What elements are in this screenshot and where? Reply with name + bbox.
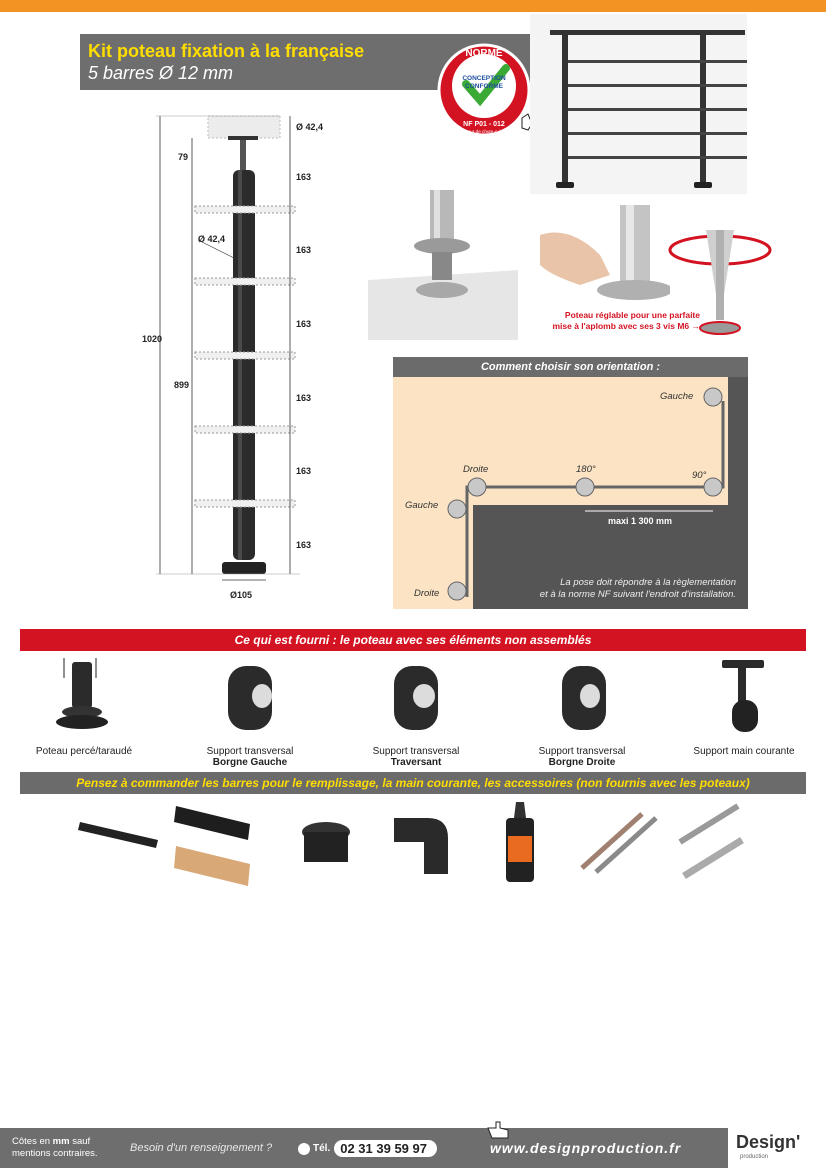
footer-note-line2: mentions contraires.: [12, 1148, 98, 1159]
supplied-item-3-line2: Traversant: [390, 757, 442, 768]
brand-logo-sub: production: [740, 1154, 769, 1160]
badge-code: NF P01 - 012: [463, 121, 505, 128]
orientation-diagram: [393, 377, 748, 609]
order-title: Pensez à commander les barres pour le remplissage, la main courante, les accessoires (non fournis avec les poteaux): [20, 772, 806, 794]
accessory-drill-bits-image: [576, 808, 662, 878]
footer-note-bold: mm: [52, 1136, 70, 1147]
norme-badge: [436, 38, 536, 144]
footer-question: Besoin d'un renseignement ?: [130, 1142, 273, 1154]
page-subtitle: 5 barres Ø 12 mm: [88, 63, 234, 83]
dim-diam-top: Ø 42,4: [296, 122, 324, 132]
post-technical-drawing: [130, 110, 330, 610]
footer-note-suffix: sauf: [69, 1136, 91, 1147]
label-180: 180°: [576, 464, 596, 475]
dim-diam-tube: Ø 42,4: [198, 234, 226, 244]
supplied-item-3: [352, 746, 480, 768]
dim-163-3: 163: [296, 319, 312, 329]
footer-note-line1: [12, 1136, 98, 1148]
label-maxi: maxi 1 300 mm: [608, 516, 673, 526]
brand-logo-text: Design': [736, 1132, 801, 1152]
tel-label: Tél.: [313, 1143, 331, 1154]
supplied-item-4-line1: Support transversal: [538, 746, 626, 757]
supplied-item-2-line1: Support transversal: [206, 746, 294, 757]
adjust-hand-photo: [540, 205, 670, 320]
orientation-note-line2: et à la norme NF suivant l'endroit d'installation.: [539, 589, 736, 600]
top-accent-bar: [0, 0, 826, 12]
accessory-elbow-image: [388, 808, 458, 878]
badge-conception: CONCEPTION: [462, 75, 506, 82]
accessory-end-cap-image: [298, 820, 354, 870]
supplied-item-2-line2: Borgne Gauche: [212, 757, 288, 768]
accessory-handrail-image: [174, 800, 258, 890]
supplied-item-5: [680, 746, 808, 757]
supplied-handrail-support-image: [718, 656, 774, 736]
footer-note-prefix: Côtes en: [12, 1136, 53, 1147]
orientation-note-line1: La pose doit répondre à la règlementation: [560, 577, 736, 588]
supplied-item-1-line1: Poteau percé/taraudé: [35, 746, 133, 757]
supplied-post-image: [50, 656, 120, 736]
accessory-bar-image: [78, 812, 164, 852]
accessory-bolts-image: [674, 798, 750, 884]
dim-163-6: 163: [296, 540, 312, 550]
supplied-item-5-line1: Support main courante: [693, 746, 795, 757]
badge-line1: Hauteur de chute < à 1 m: [458, 129, 510, 134]
orientation-note: [480, 577, 736, 601]
label-droite-bottom: Droite: [414, 588, 440, 599]
dim-diam-base: Ø105: [230, 590, 253, 600]
dim-79: 79: [178, 152, 189, 162]
railing-photo: [530, 14, 747, 194]
phone-number[interactable]: 02 31 39 59 97: [334, 1140, 437, 1157]
dim-163-5: 163: [296, 466, 312, 476]
dim-1020: 1020: [142, 334, 163, 344]
dim-899: 899: [174, 380, 190, 390]
page-title: Kit poteau fixation à la française: [88, 41, 365, 61]
badge-norme: NORME: [465, 48, 503, 59]
supplied-item-2: [186, 746, 314, 768]
accessory-glue-bottle-image: [500, 800, 540, 884]
supplied-item-4-line2: Borgne Droite: [548, 757, 616, 768]
hand-pointer-icon: [486, 1120, 512, 1140]
adjust-note-line1: Poteau réglable pour une parfaite: [564, 310, 700, 320]
label-droite-mid: Droite: [463, 464, 489, 475]
supplied-borgne-gauche-image: [222, 662, 278, 734]
badge-line2: Dénivelé < à 45°: [467, 135, 501, 140]
dim-163-4: 163: [296, 393, 312, 403]
label-gauche-top: Gauche: [660, 391, 694, 402]
dim-163-1: 163: [296, 172, 312, 182]
badge-conforme: CONFORME: [465, 83, 503, 90]
phone-arrow-icon: [298, 1143, 310, 1155]
orientation-title: Comment choisir son orientation :: [393, 357, 748, 377]
website-link[interactable]: www.designproduction.fr: [490, 1140, 682, 1156]
supplied-title: Ce qui est fourni : le poteau avec ses éléments non assemblés: [20, 629, 806, 651]
adjust-note: [520, 310, 700, 332]
footer-phone-block: [298, 1140, 437, 1157]
label-gauche-left: Gauche: [405, 500, 439, 511]
supplied-item-4: [518, 746, 646, 768]
supplied-borgne-droite-image: [556, 662, 612, 734]
supplied-traversant-image: [388, 662, 444, 734]
adjust-note-line2: mise à l'aplomb avec ses 3 vis M6 →: [552, 321, 700, 331]
label-90: 90°: [692, 470, 707, 481]
footer-note: [12, 1136, 98, 1160]
dim-163-2: 163: [296, 245, 312, 255]
brand-logo: [728, 1128, 826, 1168]
post-base-photo: [368, 190, 518, 340]
supplied-item-3-line1: Support transversal: [372, 746, 460, 757]
supplied-item-1: [20, 746, 148, 757]
